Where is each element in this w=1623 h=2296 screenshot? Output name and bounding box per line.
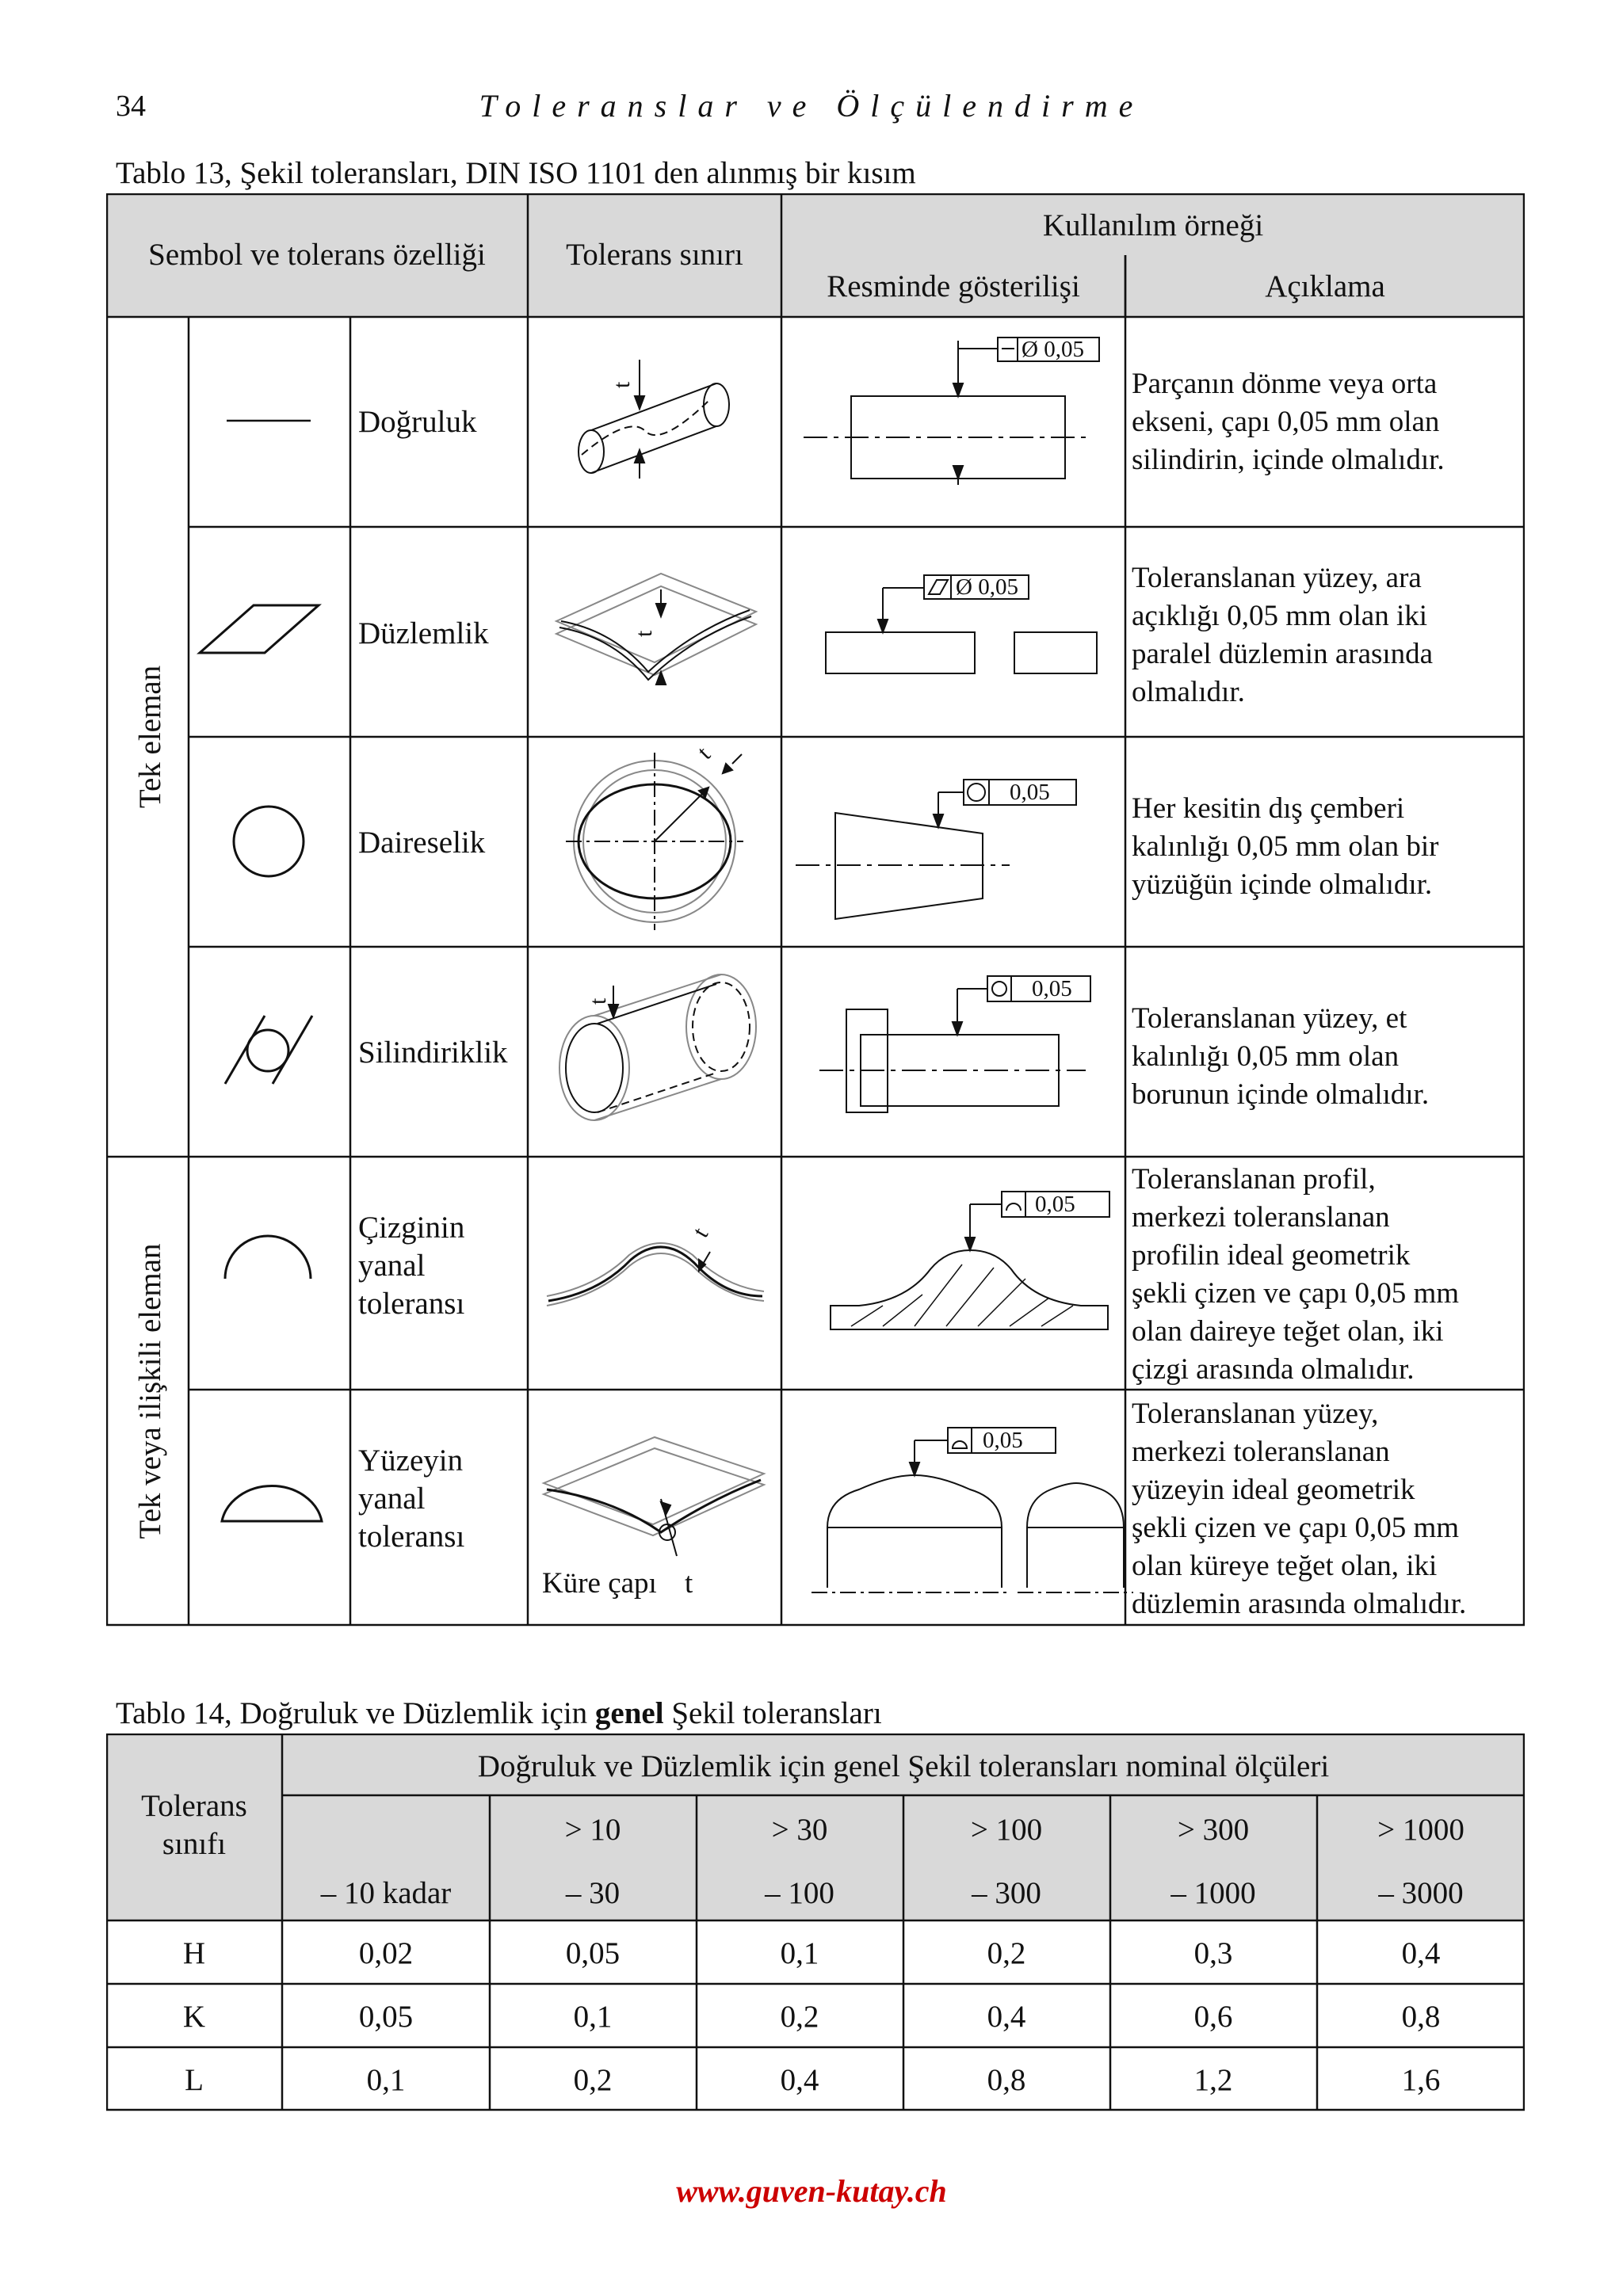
t-label: t [609,381,635,388]
value-cell: 1,6 [1401,2063,1441,2097]
frame-value: Ø 0,05 [1022,337,1084,362]
circularity-symbol-icon [234,807,304,876]
row-line-profile [225,1163,1459,1386]
class-cell: L [185,2063,204,2097]
explanation-line: yüzeyin ideal geometrik [1132,1474,1415,1506]
row-name-flatness: Düzlemlik [358,616,489,650]
frame-value: 0,05 [1035,1192,1075,1217]
value-cell: 0,4 [987,2000,1026,2034]
value-cell: 0,2 [573,2063,613,2097]
row-name-surface-profile: toleransı [358,1520,465,1554]
frame-value: 0,05 [983,1428,1023,1453]
value-cell: 0,2 [780,2000,819,2034]
t-label: t [685,1567,693,1600]
caption-bold: genel [594,1696,664,1730]
caption-text: Tablo 14, Doğruluk ve Düzlemlik için [116,1696,595,1730]
sphere-label: Küre çapı [542,1567,657,1600]
value-cell: 0,02 [358,1936,414,1970]
page-number: 34 [116,90,146,123]
value-cell: 0,1 [573,2000,613,2034]
explanation-line: Her kesitin dış çemberi [1132,792,1405,825]
value-cell: 0,4 [780,2063,819,2097]
value-cell: 0,3 [1193,1936,1233,1970]
table14 [106,1733,1525,2114]
value-cell: 0,6 [1193,2000,1233,2034]
class-cell: K [182,2000,206,2034]
cylindricity-zone-icon [559,974,756,1120]
range-to: – 3000 [1378,1876,1464,1910]
table14-caption [116,1695,882,1731]
value-cell: 0,1 [366,2063,406,2097]
value-cell: 0,05 [358,2000,414,2034]
value-cell: 1,2 [1193,2063,1233,2097]
class-cell: H [182,1936,206,1970]
frame-value: Ø 0,05 [956,574,1018,600]
surface-profile-zone-icon [544,1437,764,1556]
header-tolerance-limit: Tolerans sınırı [566,238,743,272]
row-name-line-profile: toleransı [358,1287,465,1321]
range-to: – 300 [972,1876,1041,1910]
row-name-circularity: Daireselik [358,826,486,860]
value-cell: 0,05 [565,1936,621,1970]
table13-caption: Tablo 13, Şekil toleransları, DIN ISO 1101 den alınmış bir kısım [116,156,916,190]
range-to: – 1000 [1170,1876,1256,1910]
explanation-line: düzlemin arasında olmalıdır. [1132,1588,1467,1620]
t-label: t [687,1222,714,1242]
explanation-line: ekseni, çapı 0,05 mm olan [1132,406,1440,438]
header-symbol-property: Sembol ve tolerans özelliği [148,238,486,272]
explanation-line: olan küreye teğet olan, iki [1132,1550,1438,1582]
row-cylindricity [225,974,1429,1120]
t-label: t [692,741,716,765]
surface-profile-symbol-icon [222,1486,322,1521]
circularity-zone-icon [566,753,743,930]
explanation-line: çizgi arasında olmalıdır. [1132,1353,1415,1386]
header-span: Doğruluk ve Düzlemlik için genel Şekil toleransları nominal ölçüleri [477,1749,1330,1783]
explanation-line: açıklığı 0,05 mm olan iki [1132,600,1428,632]
range-to: – 30 [565,1876,621,1910]
explanation-line: şekli çizen ve çapı 0,05 mm [1132,1277,1460,1310]
range-from: > 100 [970,1813,1043,1847]
range-to: – 10 kadar [320,1876,452,1910]
explanation-line: kalınlığı 0,05 mm olan [1132,1040,1400,1073]
t-label: t [585,997,611,1005]
straightness-zone-icon [579,360,729,479]
header-class: Tolerans [141,1789,247,1823]
header-usage-example: Kullanılım örneği [1042,208,1264,242]
value-cell: 0,8 [1401,2000,1441,2034]
line-profile-zone-icon [547,1243,764,1306]
explanation-line: şekli çizen ve çapı 0,05 mm [1132,1512,1460,1544]
t-label: t [631,630,657,637]
explanation-line: kalınlığı 0,05 mm olan bir [1132,830,1439,863]
explanation-line: merkezi toleranslanan [1132,1201,1390,1234]
row-circularity [234,741,1438,930]
header-class: sınıfı [162,1827,227,1861]
frame-value: 0,05 [1032,976,1072,1001]
explanation-line: paralel düzlemin arasında [1132,638,1434,670]
cylindricity-symbol-icon [225,1016,312,1084]
group-single-or-related: Tek veya ilişkili eleman [133,1243,167,1539]
flatness-zone-icon [556,574,756,685]
range-from: > 300 [1177,1813,1250,1847]
range-from: > 30 [771,1813,828,1847]
explanation-line: Toleranslanan yüzey, et [1132,1002,1407,1035]
explanation-line: olmalıdır. [1132,676,1245,708]
surface-profile-drawing-icon [812,1428,1133,1592]
row-name-cylindricity: Silindiriklik [358,1035,508,1070]
flatness-symbol-icon [200,605,319,653]
header-drawing: Resminde gösterilişi [827,269,1080,303]
row-name-surface-profile: Yüzeyin [358,1444,464,1478]
range-to: – 100 [765,1876,834,1910]
value-cell: 0,8 [987,2063,1026,2097]
row-straightness [227,337,1445,485]
range-from: > 1000 [1377,1813,1465,1847]
row-surface-profile [222,1398,1466,1620]
value-cell: 0,1 [780,1936,819,1970]
group-single-element: Tek eleman [133,665,167,809]
explanation-line: yüzüğün içinde olmalıdır. [1132,868,1433,901]
line-profile-symbol-icon [225,1236,311,1279]
row-flatness [200,562,1433,708]
explanation-line: Toleranslanan yüzey, ara [1132,562,1422,594]
caption-text: Şekil toleransları [663,1696,882,1730]
frame-value: 0,05 [1010,780,1050,805]
header-explanation: Açıklama [1265,269,1385,303]
explanation-line: borunun içinde olmalıdır. [1132,1078,1430,1111]
running-title: Toleranslar ve Ölçülendirme [479,88,1144,124]
explanation-line: Parçanın dönme veya orta [1132,368,1438,400]
value-cell: 0,4 [1401,1936,1441,1970]
explanation-line: merkezi toleranslanan [1132,1436,1390,1468]
explanation-line: Toleranslanan profil, [1132,1163,1376,1196]
range-from: > 10 [564,1813,621,1847]
explanation-line: Toleranslanan yüzey, [1132,1398,1379,1430]
footer-url[interactable]: www.guven-kutay.ch [676,2173,947,2209]
row-name-line-profile: Çizginin [358,1211,465,1245]
value-cell: 0,2 [987,1936,1026,1970]
explanation-line: silindirin, içinde olmalıdır. [1132,444,1445,476]
row-name-line-profile: yanal [358,1249,426,1283]
row-name-straightness: Doğruluk [358,405,477,439]
explanation-line: olan daireye teğet olan, iki [1132,1315,1444,1348]
explanation-line: profilin ideal geometrik [1132,1239,1411,1272]
row-name-surface-profile: yanal [358,1482,426,1516]
table13 [106,193,1525,1627]
